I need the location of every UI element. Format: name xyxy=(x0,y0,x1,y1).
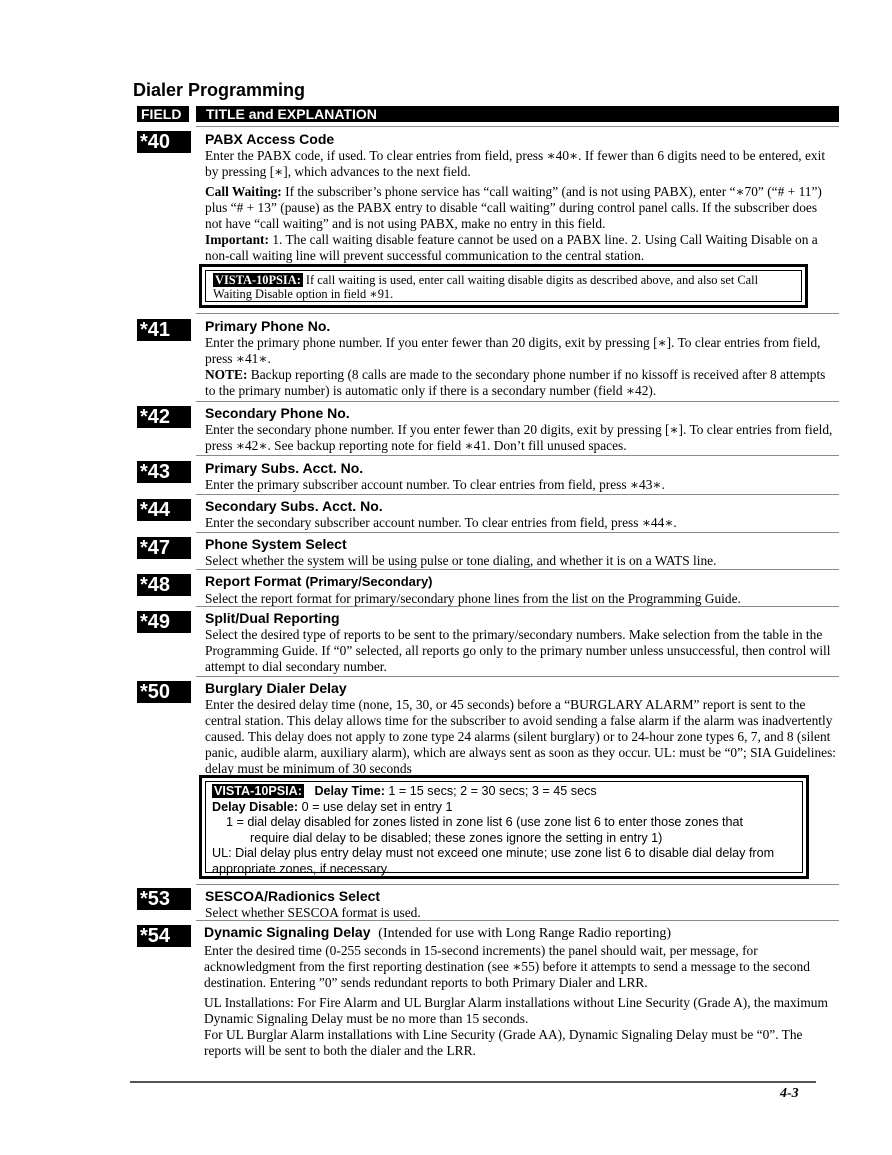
section-title xyxy=(205,572,837,591)
section-text: Select whether SESCOA format is used. xyxy=(205,905,421,920)
section-title: Secondary Phone No. xyxy=(205,405,350,421)
field-number-49: *49 xyxy=(137,611,191,633)
divider xyxy=(196,126,839,127)
important-text: 1. The call waiting disable feature cannot be used on a PABX line. 2. Using Call Waiting Disable on a non-call waiting line will prevent successful communication to the central station. xyxy=(205,232,818,263)
divider xyxy=(196,676,839,677)
divider xyxy=(196,494,839,495)
delay-time-label: Delay Time: xyxy=(314,784,385,798)
call-waiting-text: If the subscriber’s phone service has “call waiting” (and is not using PABX), enter “∗70” (“# + 11”) plus “# + 13” (pause) as the PABX entry to disable “call waiting” during control panel calls. If the subscriber does not have “call waiting” and is not using PABX, make no entry in this field. xyxy=(205,184,822,231)
note-text: Backup reporting (8 calls are made to the secondary phone number if no kissoff is received after 8 attempts to the primary number) is automatic only if there is a secondary number (field ∗42). xyxy=(205,367,826,398)
section-title: SESCOA/Radionics Select xyxy=(205,888,381,904)
section-title: Burglary Dialer Delay xyxy=(205,680,347,696)
page-number: 4-3 xyxy=(780,1086,799,1101)
page-title: Dialer Programming xyxy=(133,80,306,100)
section-title: Secondary Subs. Acct. No. xyxy=(205,498,383,514)
delay-time-line xyxy=(212,784,796,800)
divider xyxy=(196,401,839,402)
divider xyxy=(196,569,839,570)
vista-note-box-40 xyxy=(199,264,808,308)
field-number-48: *48 xyxy=(137,574,191,596)
delay-time-text: 1 = 15 secs; 2 = 30 secs; 3 = 45 secs xyxy=(384,784,597,798)
section-title xyxy=(204,923,836,943)
section-title-paren: (Primary/Secondary) xyxy=(305,574,433,589)
divider xyxy=(196,313,839,314)
delay-disable-line xyxy=(212,800,796,816)
vista-note-inner xyxy=(205,270,802,302)
section-text: Select the desired type of reports to be sent to the primary/secondary numbers. Make selection from the table in the Programming Guide. If “0” selected, all reports go only to the primary number unless unsuccessful, then control will attempt to dial secondary number. xyxy=(205,627,831,674)
section-title: Primary Phone No. xyxy=(205,318,331,334)
section-title: Split/Dual Reporting xyxy=(205,610,340,626)
section-text: Select the report format for primary/secondary phone lines from the list on the Programming Guide. xyxy=(205,591,741,606)
delay-disable-option-1-cont: require dial delay to be disabled; these zones ignore the setting in entry 1) xyxy=(250,830,663,845)
divider xyxy=(196,455,839,456)
call-waiting-paragraph xyxy=(205,184,837,232)
section-54 xyxy=(204,923,836,1059)
note-paragraph xyxy=(205,367,837,399)
section-49 xyxy=(205,609,837,675)
field-number-44: *44 xyxy=(137,499,191,521)
vista-label: VISTA-10PSIA: xyxy=(214,784,302,798)
section-title-main: Dynamic Signaling Delay xyxy=(204,924,371,940)
section-title-main: Report Format xyxy=(205,573,302,589)
delay-disable-option-1: 1 = dial delay disabled for zones listed in zone list 6 (use zone list 6 to enter those zones that xyxy=(226,815,744,829)
divider xyxy=(196,920,839,921)
section-42 xyxy=(205,404,837,454)
field-number-54: *54 xyxy=(137,925,191,947)
section-40 xyxy=(205,130,837,264)
field-number-50: *50 xyxy=(137,681,191,703)
section-text: Enter the secondary subscriber account number. To clear entries from field, press ∗44∗. xyxy=(205,515,677,530)
footer-rule xyxy=(130,1081,816,1083)
call-waiting-label: Call Waiting: xyxy=(205,184,282,199)
section-title: PABX Access Code xyxy=(205,131,335,147)
note-label: NOTE: xyxy=(205,367,248,382)
divider xyxy=(196,884,839,885)
divider xyxy=(196,532,839,533)
field-number-53: *53 xyxy=(137,888,191,910)
section-50 xyxy=(205,679,837,777)
vista-label: VISTA-10PSIA: xyxy=(215,273,301,287)
vista-note-inner xyxy=(205,781,803,876)
section-41 xyxy=(205,317,837,399)
field-number-43: *43 xyxy=(137,461,191,483)
header-title: TITLE and EXPLANATION xyxy=(196,106,839,122)
section-title: Phone System Select xyxy=(205,536,347,552)
section-text: Enter the secondary phone number. If you enter fewer than 20 digits, exit by pressing [∗]. To clear entries from field, press ∗42∗. See backup reporting note for field ∗41. Don’t fill unused spaces. xyxy=(205,422,833,453)
section-text: Enter the primary subscriber account number. To clear entries from field, press ∗43∗. xyxy=(205,477,665,492)
field-number-40: *40 xyxy=(137,131,191,153)
section-48 xyxy=(205,572,837,607)
section-text-ul-aa: For UL Burglar Alarm installations with Line Security (Grade AA), Dynamic Signaling Delay must be “0”. The reports will be sent to both the dialer and the LRR. xyxy=(204,1027,803,1058)
section-title-paren: (Intended for use with Long Range Radio reporting) xyxy=(378,926,672,941)
section-text: Enter the PABX code, if used. To clear entries from field, press ∗40∗. If fewer than 6 digits need to be entered, exit by pressing [∗], which advances to the next field. xyxy=(205,148,826,179)
section-43 xyxy=(205,459,837,493)
field-number-41: *41 xyxy=(137,319,191,341)
vista-note-text: If call waiting is used, enter call waiting disable digits as described above, and also set Call Waiting Disable option in field ∗91. xyxy=(213,273,759,301)
delay-disable-label: Delay Disable: xyxy=(212,799,299,814)
delay-disable-text: 0 = use delay set in entry 1 xyxy=(298,799,453,814)
section-44 xyxy=(205,497,837,531)
section-text: Enter the primary phone number. If you enter fewer than 20 digits, exit by pressing [∗]. To clear entries from field, press ∗41∗. xyxy=(205,335,821,366)
section-text: Enter the desired time (0-255 seconds in 15-second increments) the panel should wait, per message, for acknowledgment from the first reporting destination (see ∗55) before it attempts to send a message to the second destination. Entering ”0” sends redundant reports to both Primary Dialer and LRR. xyxy=(204,943,810,990)
section-47 xyxy=(205,535,837,569)
field-number-47: *47 xyxy=(137,537,191,559)
section-text-ul: UL Installations: For Fire Alarm and UL Burglar Alarm installations without Line Security (Grade A), the maximum Dynamic Signaling Delay must be no more than 15 seconds. xyxy=(204,995,828,1026)
section-text: Select whether the system will be using pulse or tone dialing, and whether it is on a WATS line. xyxy=(205,553,717,568)
divider xyxy=(196,606,839,607)
section-53 xyxy=(205,887,837,921)
header-field: FIELD xyxy=(137,106,189,122)
ul-dial-delay-note: UL: Dial delay plus entry delay must not exceed one minute; use zone list 6 to disable dial delay from appropriate zones, if necessary. xyxy=(212,846,775,876)
section-text: Enter the desired delay time (none, 15, 30, or 45 seconds) before a “BURGLARY ALARM” report is sent to the central station. This delay allows time for the subscriber to avoid sending a false alarm if the alarm was inadvertently caused. This delay does not apply to zone type 24 alarms (silent burglary) or to 24-hour zone types 6, 7, and 8 (silent panic, audible alarm, auxiliary alarm), which are always sent as soon as they occur. UL: must be “0”; SIA Guidelines: delay must be minimum of 30 seconds xyxy=(205,697,837,776)
field-number-42: *42 xyxy=(137,406,191,428)
vista-note-box-50 xyxy=(199,775,809,879)
important-paragraph xyxy=(205,232,837,264)
section-title: Primary Subs. Acct. No. xyxy=(205,460,364,476)
important-label: Important: xyxy=(205,232,269,247)
